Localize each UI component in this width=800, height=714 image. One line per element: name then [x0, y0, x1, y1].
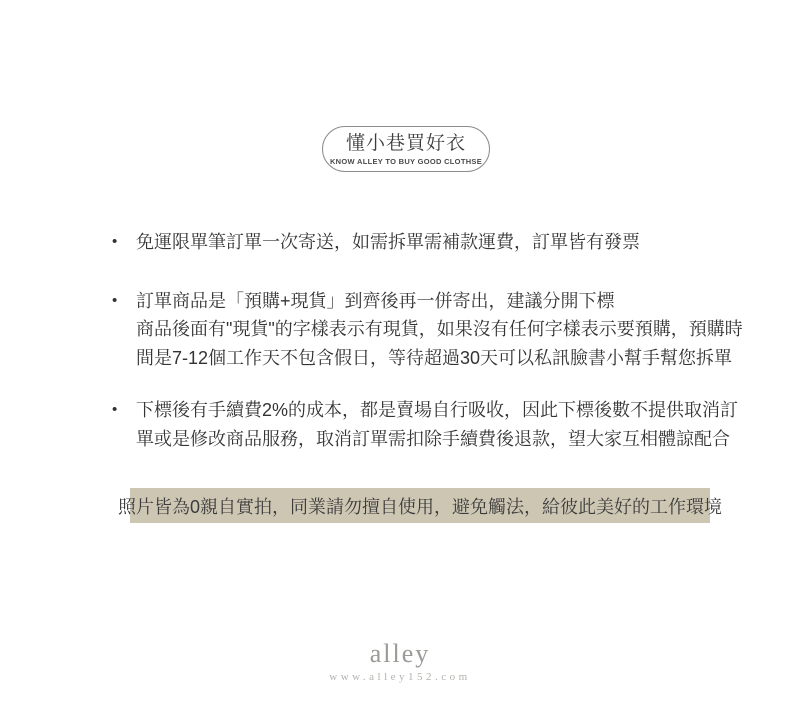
brand-logo-box	[322, 126, 490, 172]
bullet-icon: •	[112, 233, 118, 250]
brand-subtitle: KNOW ALLEY TO BUY GOOD CLOTHSE	[329, 156, 483, 166]
bullet-icon: •	[112, 291, 118, 309]
bullet-icon: •	[112, 401, 118, 418]
highlight-notice: 照片皆為0親自實拍，同業請勿擅自使用，避免觸法，給彼此美好的工作環境	[130, 488, 710, 523]
notice-line: 免運限單筆訂單一次寄送，如需拆單需補款運費，訂單皆有發票	[136, 232, 640, 252]
notice-list	[112, 228, 743, 453]
footer-website: www.alley152.com	[329, 671, 471, 683]
notice-line: 下標後有手續費2%的成本，都是賣場自行吸收，因此下標後數不提供取消訂	[136, 400, 739, 420]
notice-line: 間是7-12個工作天不包含假日，等待超過30天可以私訊臉書小幫手幫您拆單	[136, 347, 733, 368]
notice-line: 單或是修改商品服務，取消訂單需扣除手續費後退款，望大家互相體諒配合	[136, 428, 730, 449]
notice-line: 商品後面有"現貨"的字樣表示有現貨，如果沒有任何字樣表示要預購，預購時	[136, 319, 743, 339]
footer	[0, 640, 800, 683]
notice-text	[136, 287, 743, 373]
notice-text	[136, 228, 640, 257]
notice-item-shipping	[112, 228, 732, 257]
notice-text	[136, 396, 738, 453]
brand-title: 懂小巷買好衣	[345, 132, 466, 154]
notice-item-preorder	[112, 287, 743, 373]
notice-item-cancellation	[112, 396, 739, 453]
footer-brand: alley	[369, 639, 431, 668]
notice-line: 訂單商品是「預購+現貨」到齊後再一併寄出，建議分開下標	[136, 290, 615, 311]
